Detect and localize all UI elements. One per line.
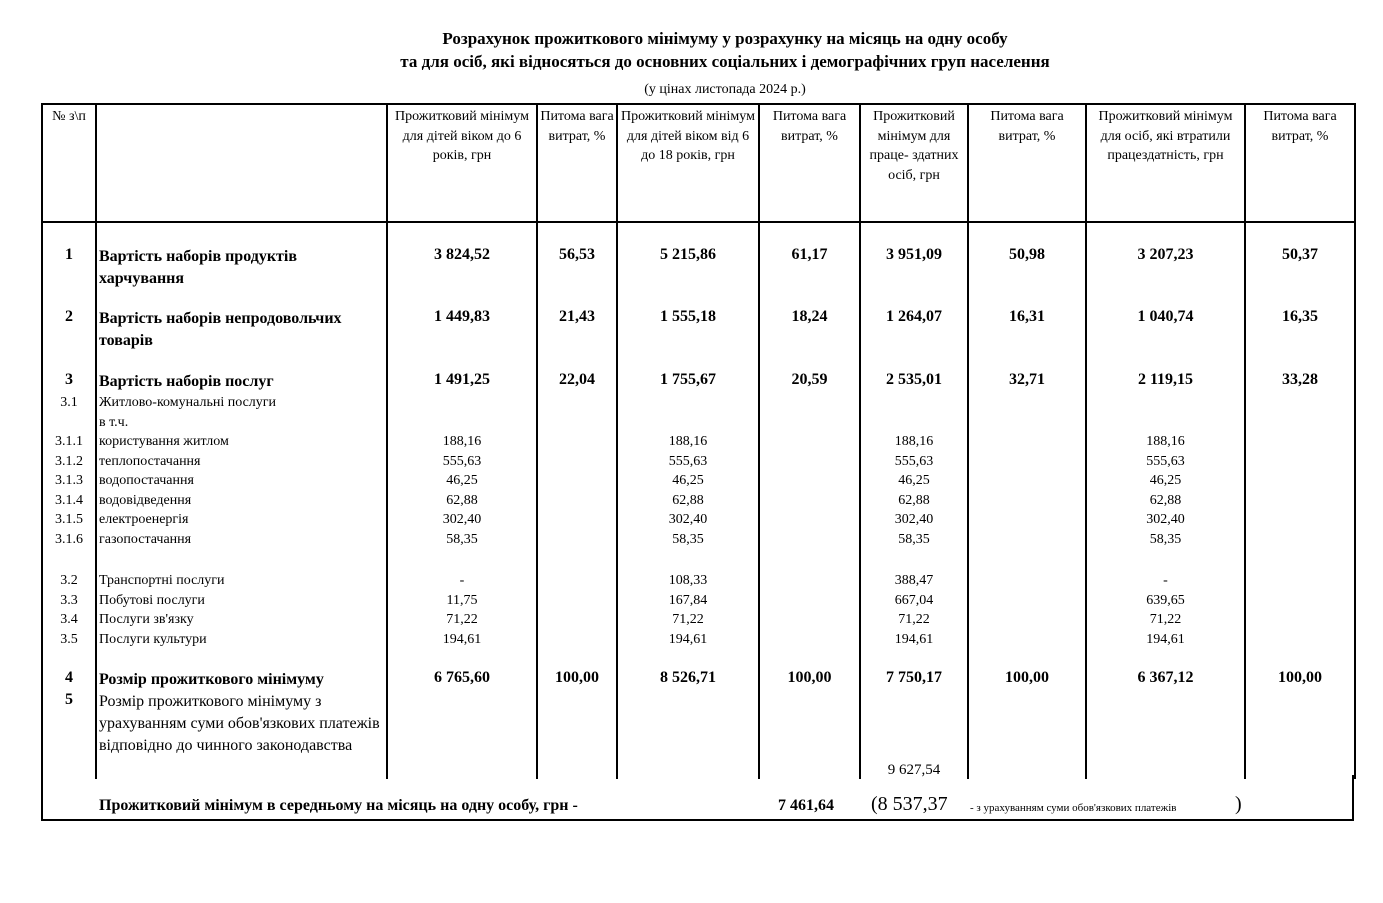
table-header-row: [42, 104, 1355, 222]
footer-with-payments-value: (8 537,37: [871, 793, 948, 815]
price-period-subtitle: (у цінах листопада 2024 р.): [644, 82, 806, 97]
footer-average-value: 7 461,64: [778, 797, 834, 814]
table-row: 3.1.6 газопостачання 58,35 58,35 58,35 58,35: [42, 530, 1355, 550]
header-c2: Питома вага витрат, %: [537, 104, 617, 222]
header-c7: Прожитковий мінімум для осіб, які втратили працездатність, грн: [1086, 104, 1245, 222]
footer-close-paren: ): [1235, 793, 1242, 815]
footer-label: Прожитковий мінімум в середньому на місяць на одну особу, грн -: [99, 797, 578, 814]
header-c1: Прожитковий мінімум для дітей віком до 6 років, грн: [387, 104, 537, 222]
header-c3: Прожитковий мінімум для дітей віком від 6 до 18 років, грн: [617, 104, 759, 222]
table-row: 3 Вартість наборів послуг 1 491,25 22,04 1 755,67 20,59 2 535,01 32,71 2 119,15 33,28: [42, 371, 1355, 393]
header-c6: Питома вага витрат, %: [968, 104, 1086, 222]
footer-note: - з урахуванням суми обов'язкових платежів: [970, 802, 1177, 814]
table-row: 3.3 Побутові послуги 11,75 167,84 667,04 639,65: [42, 591, 1355, 611]
header-label: [96, 104, 387, 222]
document-title-line1: Розрахунок прожиткового мінімуму у розрахунку на місяць на одну особу: [442, 29, 1008, 48]
table-row: 5 Розмір прожиткового мінімуму з урахуванням суми обов'язкових платежів відповідно до чинного законодавства 9 627,54: [42, 691, 1355, 779]
table-row: 3.1.4 водовідведення 62,88 62,88 62,88 62,88: [42, 491, 1355, 511]
header-c4: Питома вага витрат, %: [759, 104, 860, 222]
table-row: в т.ч.: [42, 413, 1355, 433]
table-row: 3.1.2 теплопостачання 555,63 555,63 555,63 555,63: [42, 452, 1355, 472]
header-c5: Прожитковий мінімум для праце- здатних осіб, грн: [860, 104, 968, 222]
table-row: 3.1.3 водопостачання 46,25 46,25 46,25 46,25: [42, 471, 1355, 491]
table-row: 3.2 Транспортні послуги - 108,33 388,47 -: [42, 571, 1355, 591]
summary-footer: [41, 775, 1354, 821]
table-row: 3.4 Послуги зв'язку 71,22 71,22 71,22 71,22: [42, 610, 1355, 630]
table-row: 3.1.1 користування житлом 188,16 188,16 188,16 188,16: [42, 432, 1355, 452]
document-title-line2: та для осіб, які відносяться до основних соціальних і демографічних груп населення: [400, 52, 1050, 71]
table-row: 3.1.5 електроенергія 302,40 302,40 302,40 302,40: [42, 510, 1355, 530]
table-row: 4 Розмір прожиткового мінімуму 6 765,60 100,00 8 526,71 100,00 7 750,17 100,00 6 367,12 100,00: [42, 669, 1355, 691]
table-row: 3.5 Послуги культури 194,61 194,61 194,61 194,61: [42, 630, 1355, 650]
header-num: № з\п: [42, 104, 96, 222]
subsistence-minimum-table: [41, 103, 1356, 779]
table-row: 1 Вартість наборів продуктів харчування 3 824,52 56,53 5 215,86 61,17 3 951,09 50,98 3 207,23 50,37: [42, 246, 1355, 308]
header-c8: Питома вага витрат, %: [1245, 104, 1355, 222]
table-row: 2 Вартість наборів непродовольчих товарів 1 449,83 21,43 1 555,18 18,24 1 264,07 16,31 1 040,74 16,35: [42, 308, 1355, 371]
table-row: 3.1 Житлово-комунальні послуги: [42, 393, 1355, 413]
